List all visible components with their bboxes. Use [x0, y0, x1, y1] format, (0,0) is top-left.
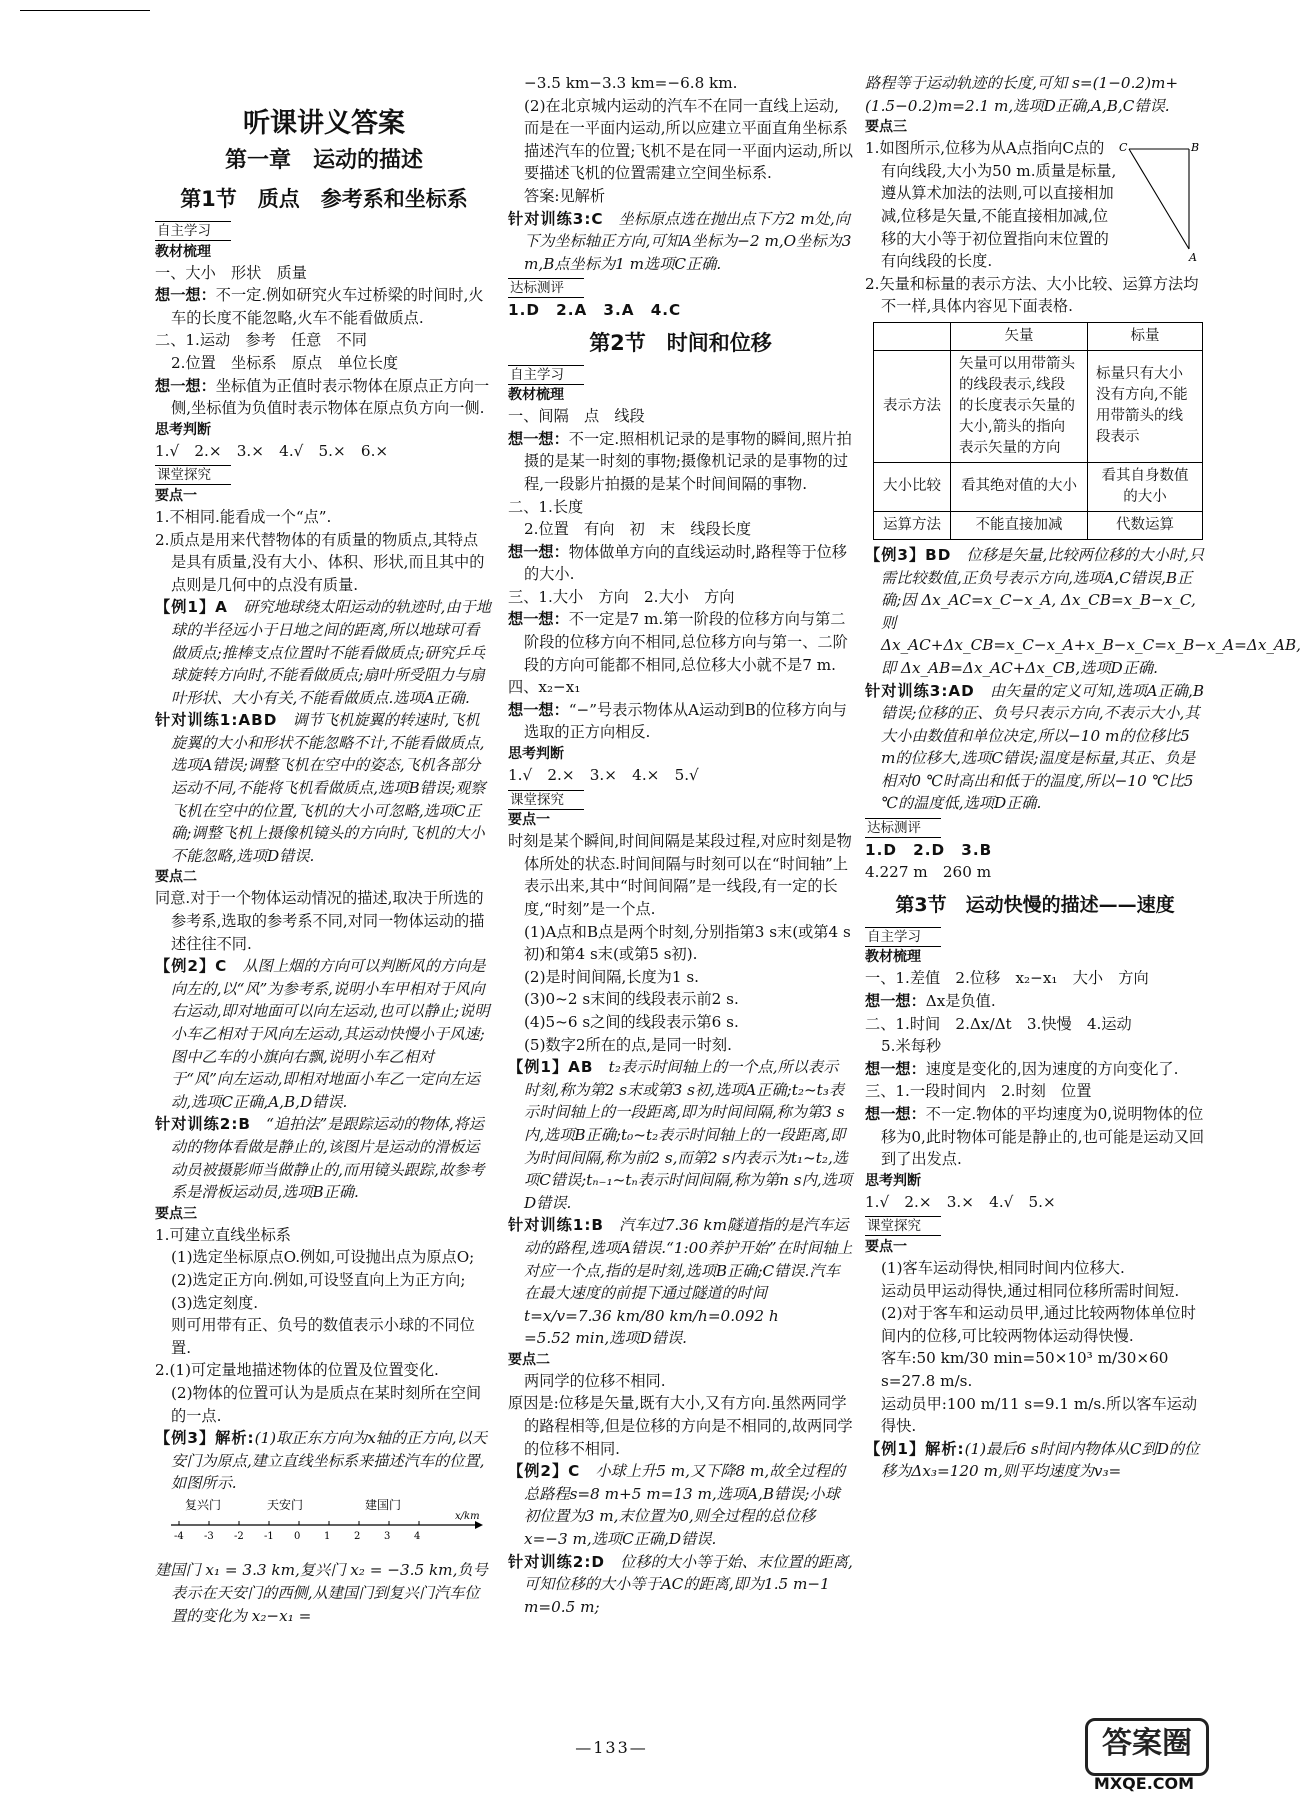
text: 研究地球绕太阳运动的轨迹时,由于地球的半径远小于日地之间的距离,所以地球可看做质点;推棒支点位置时不能看做质点;研究乒乓球旋转方向时,不能看做质点;扇叶所受阻力与扇叶形状、大小有关,不能看做质点.选项A正确. — [171, 598, 491, 707]
label-yd2: 要点二 — [155, 869, 197, 886]
text: 不一定.物体的平均速度为0,说明物体的位移为0,此时物体可能是静止的,也可能是运动又回到了出发点. — [881, 1105, 1205, 1169]
text: 不一定.例如研究火车过桥梁的时间时,火车的长度不能忽略,火车不能看做质点. — [171, 286, 484, 327]
section-2-title: 第2节 时间和位移 — [589, 330, 772, 355]
text: Δx是负值. — [925, 992, 996, 1011]
text: 同意.对于一个物体运动情况的描述,取决于所选的参考系,选取的参考系不同,对同一物体运动的描述往往不同. — [155, 889, 485, 953]
text: 二、1.长度 — [508, 497, 584, 516]
table-header-vector: 矢量 — [951, 322, 1088, 350]
text: 速度是变化的,因为速度的方向变化了. — [925, 1059, 1179, 1078]
text: 1.不相同.能看成一个“点”. — [155, 507, 332, 526]
text: 2.矢量和标量的表示方法、大小比较、运算方法均不一样,具体内容见下面表格. — [865, 274, 1199, 316]
table-row-label: 大小比较 — [874, 462, 951, 511]
text: (1)选定坐标原点O.例如,可设抛出点为原点O; — [171, 1248, 475, 1267]
axis-unit: x/km — [455, 1510, 480, 1522]
text: 5.米每秒 — [881, 1037, 942, 1056]
axis-tick-label: -2 — [234, 1530, 244, 1542]
formula: 运动员甲:100 m/11 s=9.1 m/s.所以客车运动得快. — [881, 1394, 1198, 1436]
chapter-title: 第一章 运动的描述 — [224, 148, 423, 173]
text: (5)数字2所在的点,是同一时刻. — [524, 1035, 732, 1054]
text: 2.位置 有向 初 末 线段长度 — [524, 520, 752, 539]
label-jcsl: 教材梳理 — [155, 243, 211, 260]
label-dbcp: 达标测评 — [508, 278, 584, 298]
table-cell: 不能直接加减 — [951, 511, 1088, 539]
text: 2.质点是用来代替物体的有质量的物质点,其特点是具有质量,没有大小、体积、形状,而且其中的点则是几何中的点没有质量. — [155, 530, 485, 594]
axis-label-tiananmen: 天安门 — [267, 1497, 304, 1512]
table-row-label: 表示方法 — [874, 350, 951, 462]
label-ktjj: 课堂探究 — [155, 465, 231, 485]
vector-scalar-table — [873, 322, 1203, 540]
text: 1.√ 2.× 3.× 4.√ 5.× 6.× — [155, 441, 389, 460]
label-sksd: 思考判断 — [155, 421, 211, 438]
text: 小球上升5 m,又下降8 m,故全过程的总路程s=8 m+5 m=13 m,选项A,B错误;小球初位置为3 m,末位置为0,则全过程的总位移x=−3 m,选项C正确,D错误. — [524, 1462, 846, 1549]
text: (3)0~2 s末间的线段表示前2 s. — [524, 990, 739, 1009]
text: (4)5~6 s之间的线段表示第6 s. — [524, 1012, 739, 1031]
text: 1.D 2.A 3.A 4.C — [508, 300, 682, 319]
text: 位移是矢量,比较两位移的大小时,只需比较数值,正负号表示方向,选项A,C错误,B正确;因 Δx_AC=x_C−x_A, Δx_CB=x_B−x_C,则 Δx_AC+Δx_CB=x_C−x_A+x_B−x_C=x_B−x_A=Δx_AB,即 Δx_AB=Δx_AC+Δx_CB,选项D正确. — [881, 545, 1301, 677]
axis-tick-label: 2 — [354, 1530, 361, 1542]
number-line-figure — [155, 1495, 493, 1553]
axis-label-jianguomen: 建国门 — [365, 1497, 402, 1512]
axis-tick-label: -1 — [264, 1530, 274, 1542]
segment-ac — [1129, 149, 1189, 249]
label-jcsl: 教材梳理 — [508, 387, 564, 404]
label-yd2: 要点二 — [508, 1351, 550, 1368]
text: 则可用带有正、负号的数值表示小球的不同位置. — [171, 1316, 475, 1357]
label-ktjj: 课堂探究 — [508, 790, 584, 810]
text: (2)是时间间隔,长度为1 s. — [524, 967, 699, 986]
text: 物体做单方向的直线运动时,路程等于位移的大小. — [524, 542, 847, 584]
text: 1.D 2.D 3.B — [865, 840, 993, 859]
table-cell: 看其自身数值的大小 — [1088, 462, 1203, 511]
label-yd3: 要点三 — [155, 1205, 197, 1222]
text: 三、1.一段时间内 2.时刻 位置 — [865, 1082, 1092, 1101]
section-1-title: 第1节 质点 参考系和坐标系 — [180, 187, 468, 211]
point-a: A — [1189, 251, 1197, 265]
axis-tick-label: -3 — [204, 1530, 214, 1542]
text: 1.如图所示,位移为从A点指向C点的有向线段,大小为50 m.质量是标量,遵从算术加法的法则,可以直接相加减,位移是矢量,不能直接相加减,位移的大小等于初位置指向末位置的有向线段的长度. — [865, 139, 1117, 271]
label-yd1: 要点一 — [155, 487, 197, 504]
text: 由矢量的定义可知,选项A正确,B错误;位移的正、负号只表示方向,不表示大小,其大小由数值和单位决定,所以−10 m的位移比5 m的位移大,选项C错误;温度是标量,其正、负是相对0 ℃时高出和低于的温度,所以−10 ℃比5 ℃的温度低,选项D正确. — [881, 681, 1204, 813]
label-yd1: 要点一 — [508, 812, 550, 829]
text: (3)选定刻度. — [171, 1293, 259, 1312]
text: 不一定是7 m.第一阶段的位移方向与第二阶段的位移方向不相同,总位移方向与第一、二阶段的方向可能都不相同,总位移大小就不是7 m. — [524, 610, 848, 674]
axis-tick-label: 4 — [414, 1530, 421, 1542]
text: (2)对于客车和运动员甲,通过比较两物体单位时间内的位移,可比较两物体运动得快慢. — [881, 1304, 1196, 1345]
text: 二、1.运动 参考 任意 不同 — [155, 331, 367, 350]
column-2: −3.5 km−3.3 km=−6.8 km. (2)在北京城内运动的汽车不在同一直线上运动,而是在一平面内运动,所以应建立平面直角坐标系描述汽车的位置;飞机不是在同一平面内运动,所以要描述飞机的位置需建立空间坐标系. 答案:见解析 针对训练3:C 坐标原点选在抛出点下方2 m处,向下为坐标轴正方向,可知A坐标为−2 m,O坐标为3 m,B点坐标为1 m选项C正确. 达标测评 1.D 2.A 3.A 4.C 第2节 时间和位移 自主学习 教材梳理 一、间隔 点 线段 想一想：不一定.照相机记录的是事物的瞬间,照片拍摄的是某一时刻的事物;摄像机记录的是事物的过程,一段影片拍摄的是某个时间间隔的事物. 二、1.长度 2.位置 有向 初 末 线段长度 想一想：物体做单方向的直线运动时,路程等于位移的大小. 三、1.大小 方向 2.大小 方向 想一想：不一定是7 m.第一阶段的位移方向与第二阶段的位移方向不相同,总位移方向与第一、二阶段的方向可能都不相同,总位移大小就不是7 m. 四、x₂−x₁ 想一想：“−”号表示物体从A运动到B的位移方向与选取的正方向相反. 思考判断 1.√ 2.× 3.× 4.× 5.√ 课堂探究 要点一 时刻是某个瞬间,时间间隔是某段过程,对应时刻是物体所处的状态.时间间隔与时刻可以在“时间轴”上表示出来,其中“时间间隔”是一线段,有一定的长度,“时刻”是一个点. (1)A点和B点是两个时刻,分别指第3 s末(或第4 s初)和第4 s末(或第5 s初). (2)是时间间隔,长度为1 s. (3)0~2 s末间的线段表示前2 s. (4)5~6 s之间的线段表示第6 s. (5)数字2所在的点,是同一时刻. 【例1】AB t₂表示时间轴上的一个点,所以表示时刻,称为第2 s末或第3 s初,选项A正确;t₂~t₃表示时间轴上的一段距离,即为时间间隔,称为第3 s内,选项B正确;t₀~t₂表示时间轴上的一段距离,即为时间间隔,称为前2 s,而第2 s内表示为t₁~t₂,选项C错误;tₙ₋₁~tₙ表示时间间隔,称为第n s内,选项D错误. 针对训练1:B 汽车过7.36 km隧道指的是汽车运动的路程,选项A错误.“1:00养护开始”在时间轴上对应一个点,指的是时刻,选项B正确;C错误.汽车在最大速度的前提下通过隧道的时间 t=x/v=7.36 km/80 km/h=0.092 h =5.52 min,选项D错误. 要点二 两同学的位移不相同. 原因是:位移是矢量,既有大小,又有方向.虽然两同学的路程相等,但是位移的方向是不相同的,故两同学的位移不相同. 【例2】C 小球上升5 m,又下降8 m,故全过程的总路程s=8 m+5 m=13 m,选项A,B错误;小球初位置为3 m,末位置为0,则全过程的总位移x=−3 m,选项C正确,D错误. 针对训练2:D 位移的大小等于始、末位置的距离,可知位移的大小等于AC的距离,即为1.5 m−1 m=0.5 m; — [508, 74, 853, 1616]
point-b: B — [1191, 141, 1200, 155]
axis-arrow — [475, 1521, 483, 1529]
table-cell: 看其绝对值的大小 — [951, 462, 1088, 511]
text: =5.52 min,选项D错误. — [524, 1329, 687, 1348]
text: 答案:见解析 — [524, 186, 606, 205]
text: (2)物体的位置可认为是质点在某时刻所在空间的一点. — [171, 1383, 482, 1425]
label-zzxx: 自主学习 — [155, 221, 231, 241]
text: 1.可建立直线坐标系 — [155, 1225, 291, 1244]
label-zzxx: 自主学习 — [865, 927, 941, 947]
table-cell: 标量只有大小没有方向,不能用带箭头的线段表示 — [1088, 350, 1203, 462]
text: 一、大小 形状 质量 — [155, 263, 307, 282]
text: t₂表示时间轴上的一个点,所以表示时刻,称为第2 s末或第3 s初,选项A正确;t₂~t₃表示时间轴上的一段距离,即为时间间隔,称为第3 s内,选项B正确;t₀~t₂表示时间轴上的一段距离,即为时间间隔,称为前2 s,而第2 s内表示为t₁~t₂,选项C错误;tₙ₋₁~tₙ表示时间间隔,称为第n s内,选项D错误. — [524, 1058, 852, 1212]
text: 原因是:位移是矢量,既有大小,又有方向.虽然两同学的路程相等,但是位移的方向是不相同的,故两同学的位移不相同. — [508, 1394, 853, 1458]
axis-tick-label: 1 — [324, 1530, 331, 1542]
text: 时刻是某个瞬间,时间间隔是某段过程,对应时刻是物体所处的状态.时间间隔与时刻可以在“时间轴”上表示出来,其中“时间间隔”是一线段,有一定的长度,“时刻”是一个点. — [508, 832, 852, 918]
label-ktjj: 课堂探究 — [865, 1216, 941, 1236]
point-c: C — [1119, 141, 1128, 155]
formula: t=x/v=7.36 km/80 km/h=0.092 h — [524, 1306, 779, 1325]
text: 4.227 m 260 m — [865, 863, 992, 882]
page-title: 听课讲义答案 — [243, 108, 405, 139]
axis-tick-label: -4 — [174, 1530, 184, 1542]
table-cell: 矢量可以用带箭头的线段表示,线段的长度表示矢量的大小,箭头的指向表示矢量的方向 — [951, 350, 1088, 462]
table-corner — [874, 322, 951, 350]
label-yd3: 要点三 — [865, 119, 907, 136]
text: 路程等于运动轨迹的长度,可知 s=(1−0.2)m+(1.5−0.2)m=2.1 m,选项D正确,A,B,C错误. — [865, 74, 1179, 115]
vector-figure-row — [865, 137, 1205, 273]
text: (2)在北京城内运动的汽车不在同一直线上运动,而是在一平面内运动,所以应建立平面直角坐标系描述汽车的位置;飞机不是在同一平面内运动,所以要描述飞机的位置需建立空间坐标系. — [524, 96, 853, 183]
triangle-figure — [1117, 137, 1205, 267]
column-3: 路程等于运动轨迹的长度,可知 s=(1−0.2)m+(1.5−0.2)m=2.1 m,选项D正确,A,B,C错误. 要点三 1.如图所示,位移为从A点指向C点的有向线段,大小为50 m.质量是标量,遵从算术加法的法则,可以直接相加减,位移是矢量,不能直接相加减,位移的大小等于初位置指向末位置的有向线段的长度. C B A 2.矢量和标量的表示方法、大小比较、运算方法均不一样,具体内容见下面表格. 矢量 标量 表示方法 矢量可以用带箭头的线段表示,线段的长度表示矢量的大小,箭头的指向表示矢量的方向 标量只有大小没有方向,不能用带箭头的线段表示 大小比较 看其绝对值的大小 看其自身数值的大小 运算方法 不能直接加减 代数运算 【例3】BD 位移是矢量,比较两位移的大小时,只需比较数值,正负号表示方向,选项A,C错误,B正确;因 Δx_AC=x_C−x_A, Δx_CB=x_B−x_C,则 Δx_AC+Δx_CB=x_C−x_A+x_B−x_C=x_B−x_A=Δx_AB,即 Δx_AB=Δx_AC+Δx_CB,选项D正确. 针对训练3:AD 由矢量的定义可知,选项A正确,B错误;位移的正、负号只表示方向,不表示大小,其大小由数值和单位决定,所以−10 m的位移比5 m的位移大,选项C错误;温度是标量,其正、负是相对0 ℃时高出和低于的温度,所以−10 ℃比5 ℃的温度低,选项D正确. 达标测评 1.D 2.D 3.B 4.227 m 260 m 第3节 运动快慢的描述——速度 自主学习 教材梳理 一、1.差值 2.位移 x₂−x₁ 大小 方向 想一想：Δx是负值. 二、1.时间 2.Δx/Δt 3.快慢 4.运动 5.米每秒 想一想：速度是变化的,因为速度的方向变化了. 三、1.一段时间内 2.时刻 位置 想一想：不一定.物体的平均速度为0,说明物体的位移为0,此时物体可能是静止的,也可能是运动又回到了出发点. 思考判断 1.√ 2.× 3.× 4.√ 5.× 课堂探究 要点一 (1)客车运动得快,相同时间内位移大. 运动员甲运动得快,通过相同位移所需时间短. (2)对于客车和运动员甲,通过比较两物体单位时间内的位移,可比较两物体运动得快慢. 客车:50 km/30 min=50×10³ m/30×60 s=27.8 m/s. 运动员甲:100 m/11 s=9.1 m/s.所以客车运动得快. 【例1】解析:(1)最后6 s时间内物体从C到D的位移为Δx₃=120 m,则平均速度为v₃= — [865, 74, 1301, 1481]
text: (1)取正东方向为x轴的正方向,以天安门为原点,建立直线坐标系来描述汽车的位置,如图所示. — [171, 1429, 487, 1493]
text: 二、1.时间 2.Δx/Δt 3.快慢 4.运动 — [865, 1014, 1132, 1033]
section-3-title: 第3节 运动快慢的描述——速度 — [895, 893, 1175, 916]
text: 坐标值为正值时表示物体在原点正方向一侧,坐标值为负值时表示物体在原点负方向一侧. — [171, 376, 490, 418]
formula: 客车:50 km/30 min=50×10³ m/30×60 s=27.8 m/s. — [881, 1349, 1169, 1390]
text: 汽车过7.36 km隧道指的是汽车运动的路程,选项A错误.“1:00养护开始”在时间轴上对应一个点,指的是时刻,选项B正确;C错误.汽车在最大速度的前提下通过隧道的时间 — [524, 1216, 853, 1303]
watermark-logo: 答案圈 — [1085, 1718, 1209, 1776]
text: (1)最后6 s时间内物体从C到D的位移为Δx₃=120 m,则平均速度为v₃= — [881, 1439, 1200, 1481]
label-sksd: 思考判断 — [865, 1172, 921, 1189]
text: 不一定.照相机记录的是事物的瞬间,照片拍摄的是某一时刻的事物;摄像机记录的是事物的过程,一段影片拍摄的是某个时间间隔的事物. — [524, 429, 852, 493]
text: “−”号表示物体从A运动到B的位移方向与选取的正方向相反. — [524, 700, 847, 742]
text: 位移的大小等于始、末位置的距离,可知位移的大小等于AC的距离,即为1.5 m−1 m=0.5 m; — [524, 1552, 853, 1616]
label-yd1: 要点一 — [865, 1238, 907, 1255]
label-jcsl: 教材梳理 — [865, 949, 921, 966]
table-row-label: 运算方法 — [874, 511, 951, 539]
label-dbcp: 达标测评 — [865, 818, 941, 838]
label-zzxx: 自主学习 — [508, 365, 584, 385]
axis-tick-label: 0 — [294, 1530, 301, 1542]
text: −3.5 km−3.3 km=−6.8 km. — [524, 74, 738, 92]
text: 调节飞机旋翼的转速时,飞机旋翼的大小和形状不能忽略不计,不能看做质点,选项A错误;调整飞机在空中的姿态,飞机各部分运动不同,不能将飞机看做质点,选项B错误;观察飞机在空中的位置,飞机的大小可忽略,选项C正确;调整飞机上摄像机镜头的方向时,飞机的大小不能忽略,选项D错误. — [171, 711, 486, 865]
text: (1)A点和B点是两个时刻,分别指第3 s末(或第4 s初)和第4 s末(或第5 s初). — [524, 922, 851, 964]
text: 建国门 x₁ = 3.3 km,复兴门 x₂ = −3.5 km,负号表示在天安门的西侧,从建国门到复兴门汽车位置的变化为 x₂−x₁ = — [155, 1561, 488, 1625]
text: 2.位置 坐标系 原点 单位长度 — [171, 353, 399, 372]
text: 四、x₂−x₁ — [508, 678, 581, 697]
table-cell: 代数运算 — [1088, 511, 1203, 539]
text: “追拍法”是跟踪运动的物体,将运动的物体看做是静止的,该图片是运动的滑板运动员被摄影师当做静止的,而用镜头跟踪,故参考系是滑板运动员,选项B正确. — [171, 1115, 485, 1202]
text: (2)选定正方向.例如,可设竖直向上为正方向; — [171, 1270, 466, 1289]
text: 运动员甲运动得快,通过相同位移所需时间短. — [881, 1281, 1180, 1300]
text: (1)客车运动得快,相同时间内位移大. — [881, 1258, 1125, 1277]
text: 1.√ 2.× 3.× 4.√ 5.× — [865, 1192, 1056, 1211]
axis-label-fuxingmen: 复兴门 — [185, 1497, 222, 1512]
text: 一、间隔 点 线段 — [508, 407, 645, 426]
text: 两同学的位移不相同. — [524, 1371, 666, 1390]
table-header-scalar: 标量 — [1088, 322, 1203, 350]
axis-tick-label: 3 — [384, 1530, 391, 1542]
top-rule — [20, 10, 150, 11]
text: 三、1.大小 方向 2.大小 方向 — [508, 587, 735, 606]
text: 2.(1)可定量地描述物体的位置及位置变化. — [155, 1361, 439, 1380]
page-number: —133— — [575, 1738, 648, 1757]
text: 从图上烟的方向可以判断风的方向是向左的,以“风”为参考系,说明小车甲相对于风向右运动,即对地面可以向左运动,也可以静止;说明小车乙相对于风向左运动,其运动快慢小于风速;图中乙车的小旗向右飘,说明小车乙相对于“风”向左运动,即相对地面小车乙一定向左运动,选项C正确,A,B,D错误. — [171, 957, 490, 1111]
column-1: 听课讲义答案 第一章 运动的描述 第1节 质点 参考系和坐标系 自主学习 教材梳理 一、大小 形状 质量 想一想：不一定.例如研究火车过桥梁的时间时,火车的长度不能忽略,火车不能看做质点. 二、1.运动 参考 任意 不同 2.位置 坐标系 原点 单位长度 想一想：坐标值为正值时表示物体在原点正方向一侧,坐标值为负值时表示物体在原点负方向一侧. 思考判断 1.√ 2.× 3.× 4.√ 5.× 6.× 课堂探究 要点一 1.不相同.能看成一个“点”. 2.质点是用来代替物体的有质量的物质点,其特点是具有质量,没有大小、体积、形状,而且其中的点则是几何中的点没有质量. 【例1】A 研究地球绕太阳运动的轨迹时,由于地球的半径远小于日地之间的距离,所以地球可看做质点;推棒支点位置时不能看做质点;研究乒乓球旋转方向时,不能看做质点;扇叶所受阻力与扇叶形状、大小有关,不能看做质点.选项A正确. 针对训练1:ABD 调节飞机旋翼的转速时,飞机旋翼的大小和形状不能忽略不计,不能看做质点,选项A错误;调整飞机在空中的姿态,飞机各部分运动不同,不能将飞机看做质点,选项B错误;观察飞机在空中的位置,飞机的大小可忽略,选项C正确;调整飞机上摄像机镜头的方向时,飞机的大小不能忽略,选项D错误. 要点二 同意.对于一个物体运动情况的描述,取决于所选的参考系,选取的参考系不同,对同一物体运动的描述往往不同. 【例2】C 从图上烟的方向可以判断风的方向是向左的,以“风”为参考系,说明小车甲相对于风向右运动,即对地面可以向左运动,也可以静止;说明小车乙相对于风向左运动,其运动快慢小于风速;图中乙车的小旗向右飘,说明小车乙相对于“风”向左运动,即相对地面小车乙一定向左运动,选项C正确,A,B,D错误. 针对训练2:B “追拍法”是跟踪运动的物体,将运动的物体看做是静止的,该图片是运动的滑板运动员被摄影师当做静止的,而用镜头跟踪,故参考系是滑板运动员,选项B正确. 要点三 1.可建立直线坐标系 (1)选定坐标原点O.例如,可设抛出点为原点O; (2)选定正方向.例如,可设竖直向上为正方向; (3)选定刻度. 则可用带有正、负号的数值表示小球的不同位置. 2.(1)可定量地描述物体的位置及位置变化. (2)物体的位置可认为是质点在某时刻所在空间的一点. 【例3】解析:(1)取正东方向为x轴的正方向,以天安门为原点,建立直线坐标系来描述汽车的位置,如图所示. 复兴门 天安门 建国门 -4 -3 -2 -1 0 1 2 3 4 x/km 建国门 x₁ = 3.3 km,复兴门 x₂ = −3.5 km,负号表示在天安门的西侧,从建国门到复兴门汽车位置的变化为 x₂−x₁ = — [155, 72, 493, 1627]
text: 坐标原点选在抛出点下方2 m处,向下为坐标轴正方向,可知A坐标为−2 m,O坐标为3 m,B点坐标为1 m选项C正确. — [524, 209, 852, 273]
label-sksd: 思考判断 — [508, 746, 564, 763]
text: 一、1.差值 2.位移 x₂−x₁ 大小 方向 — [865, 969, 1149, 988]
text: 1.√ 2.× 3.× 4.× 5.√ — [508, 766, 699, 785]
watermark-url: MXQE.COM — [1093, 1774, 1195, 1793]
